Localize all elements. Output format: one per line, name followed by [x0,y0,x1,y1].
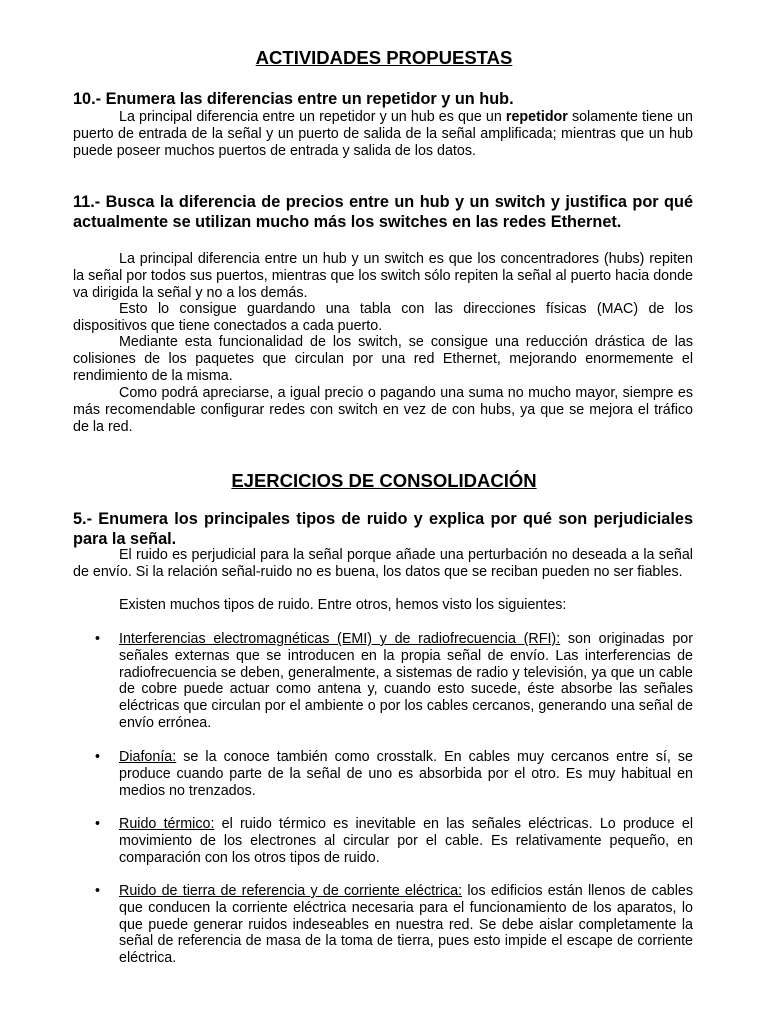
bullet-term: Ruido de tierra de referencia y de corriente eléctrica: [119,883,463,899]
bullet-term: Interferencias electromagnéticas (EMI) y de radiofrecuencia (RFI): [119,631,561,647]
bullet-item-ruido-tierra [119,883,693,967]
bullet-marker: • [95,883,101,899]
question-5-paragraph-2: Existen muchos tipos de ruido. Entre otros, hemos visto los siguientes: [119,597,567,613]
bullet-marker: • [95,749,101,765]
bullet-description: el ruido térmico es inevitable en las señales eléctricas. Lo produce el movimiento de los electrones al circular por el cable. Es relativamente pequeño, en comparación con los otros tipos de ruido. [119,816,693,866]
bullet-marker: • [95,631,101,647]
section-title-actividades: ACTIVIDADES PROPUESTAS [255,47,513,68]
question-11-paragraph-4: Como podrá apreciarse, a igual precio o pagando una suma no mucho mayor, siempre es más recomendable configurar redes con switch en vez de con hubs, ya que se mejora el tráfico de la red. [73,385,693,435]
section-title-ejercicios: EJERCICIOS DE CONSOLIDACIÓN [231,470,537,491]
question-10-heading: 10.- Enumera las diferencias entre un repetidor y un hub. [73,90,514,108]
bullet-description: los edificios están llenos de cables que conducen la corriente eléctrica necesaria para el funcionamiento de los aparatos, lo que puede generar ruidos indeseables en nuestra red. Se debe aislar completamente la señal de referencia de masa de la toma de tierra, pues esto impide el escape de corriente eléctrica. [119,883,693,967]
answer-bold-term: repetidor [505,109,568,125]
answer-text: solamente tiene un puerto de entrada de la señal y un puerto de salida de la señal amplificada; mientras que un hub puede poseer muchos puertos de entrada y salida de los datos. [73,109,693,159]
bullet-item-emi-rfi [119,631,693,732]
bullet-item-diafonia [119,749,693,799]
question-5-heading: 5.- Enumera los principales tipos de ruido y explica por qué son perjudiciales para la señal. [73,510,693,548]
bullet-description: se la conoce también como crosstalk. En cables muy cercanos entre sí, se produce cuando parte de la señal de uno es absorbida por el otro. Es muy habitual en medios no trenzados. [119,749,693,799]
question-11-paragraph-2: Esto lo consigue guardando una tabla con las direcciones físicas (MAC) de los dispositivos que tiene conectados a cada puerto. [73,301,693,334]
bullet-marker: • [95,816,101,832]
bullet-term: Diafonía: [119,749,177,765]
answer-text: La principal diferencia entre un repetidor y un hub es que un [119,109,506,125]
question-11-paragraph-3: Mediante esta funcionalidad de los switch, se consigue una reducción drástica de las colisiones de los paquetes que circulan por una red Ethernet, mejorando enormemente el rendimiento de la misma. [73,334,693,384]
question-10-answer [73,109,693,159]
bullet-item-ruido-termico [119,816,693,866]
bullet-term: Ruido térmico: [119,816,215,832]
bullet-description: son originadas por señales externas que se introducen en la propia señal de envío. Las interferencias de radiofrecuencia se deben, generalmente, a sistemas de radio y televisión, ya que un cable de cobre puede actuar como antena y, cuando esto sucede, éste absorbe las señales eléctricas que circulan por el ambiente o por los cables cercanos, generando una señal de envío errónea. [119,631,693,731]
question-11-heading: 11.- Busca la diferencia de precios entre un hub y un switch y justifica por qué actualmente se utilizan mucho más los switches en las redes Ethernet. [73,193,693,231]
question-11-paragraph-1: La principal diferencia entre un hub y un switch es que los concentradores (hubs) repiten la señal por todos sus puertos, mientras que los switch sólo repiten la señal al puerto hacia donde va dirigida la señal y no a los demás. [73,251,693,301]
question-5-paragraph-1: El ruido es perjudicial para la señal porque añade una perturbación no deseada a la señal de envío. Si la relación señal-ruido no es buena, los datos que se reciban pueden no ser fiables. [73,547,693,580]
